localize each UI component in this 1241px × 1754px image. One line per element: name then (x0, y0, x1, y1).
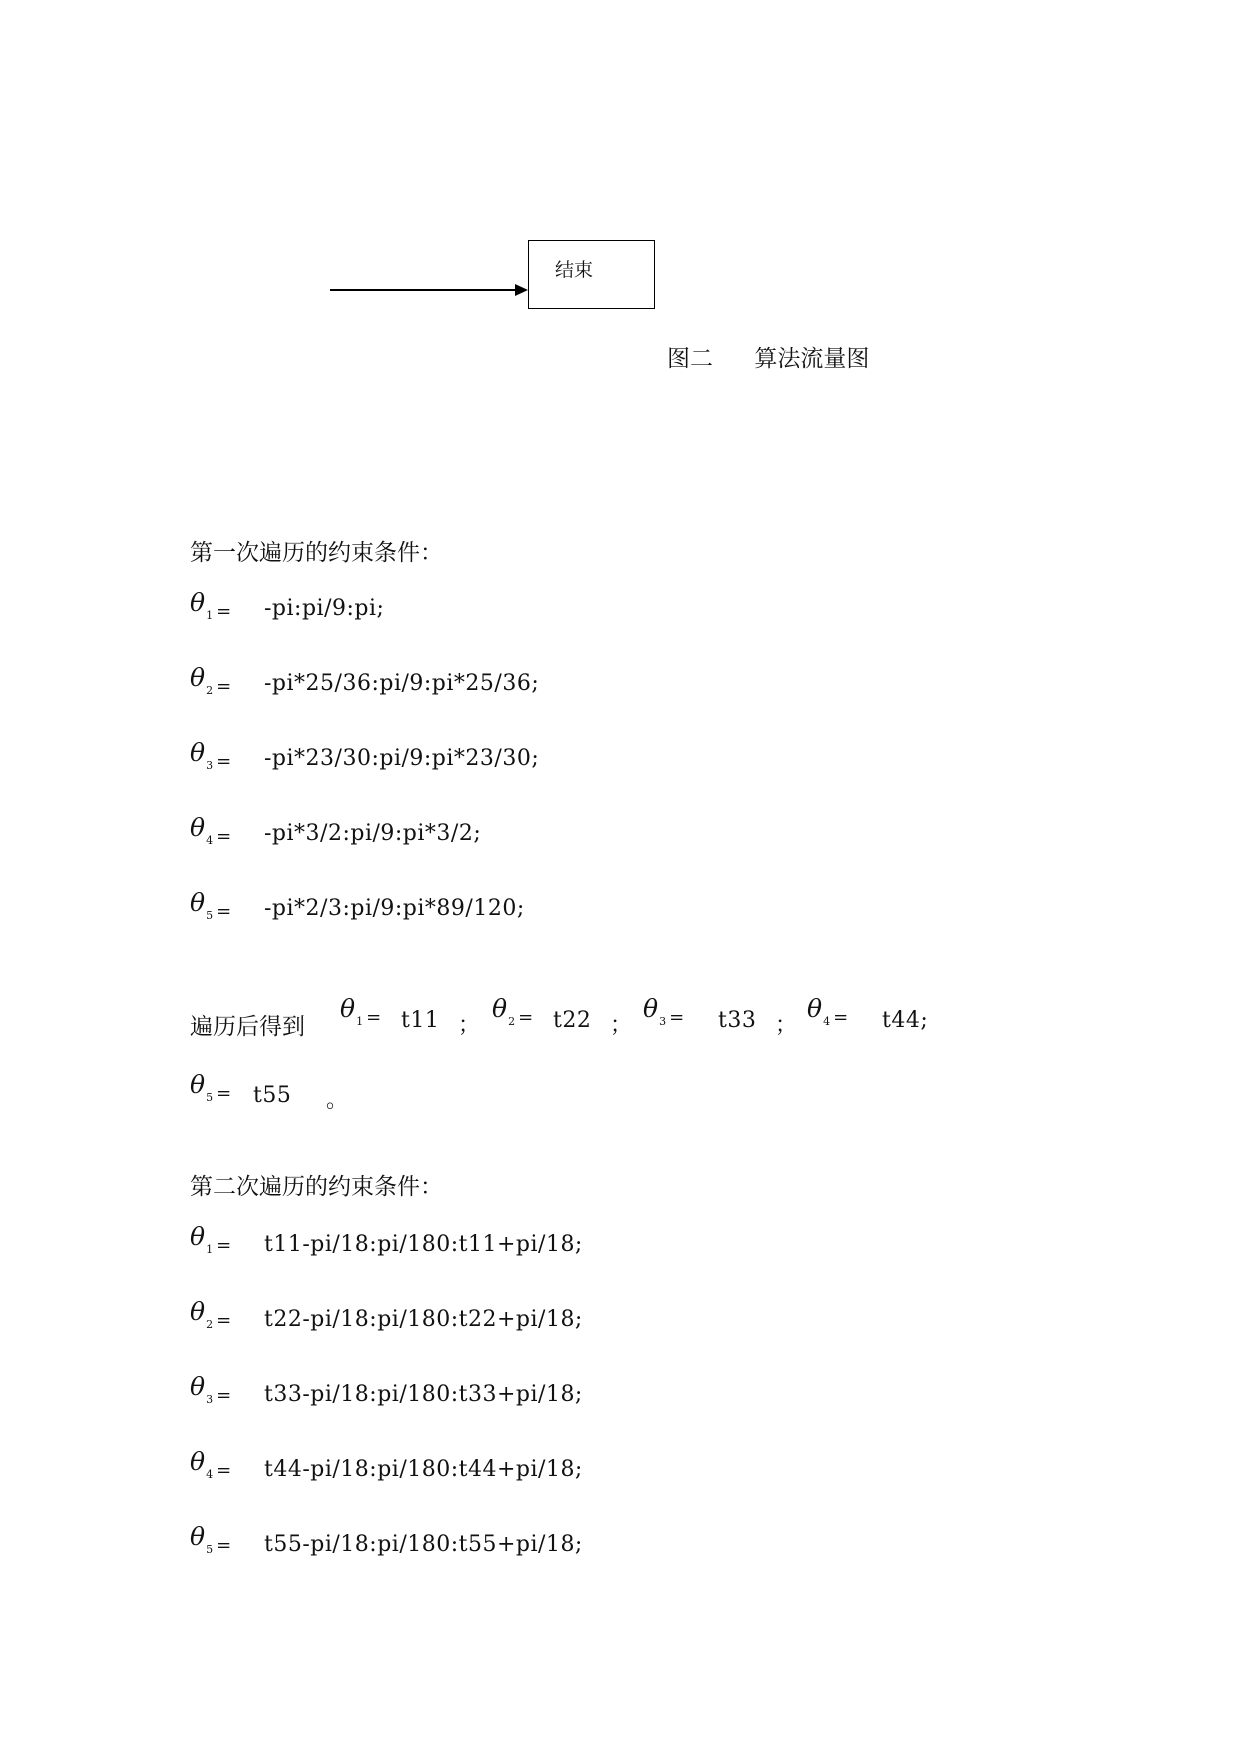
equals-sign: = (366, 1007, 382, 1028)
equals-sign: = (216, 1385, 232, 1406)
theta-symbol: θ (190, 888, 206, 917)
result-theta-5 (190, 1070, 232, 1104)
theta-subscript: 3 (659, 1015, 667, 1028)
figure-caption-number: 图二 (667, 346, 713, 372)
result-value-4: t44; (882, 1008, 929, 1033)
theta-symbol: θ (190, 1070, 206, 1099)
result-theta-3 (643, 994, 685, 1028)
equals-sign: = (216, 676, 232, 697)
theta-subscript: 4 (206, 834, 214, 847)
result-value-3: t33 (718, 1008, 757, 1033)
second-pass-row-5 (190, 1522, 232, 1556)
equals-sign: = (216, 1535, 232, 1556)
second-pass-heading: 第二次遍历的约束条件： (190, 1174, 443, 1200)
result-theta-2 (492, 994, 534, 1028)
flow-end-node-label: 结束 (555, 259, 594, 281)
result-value-5: t55 (253, 1083, 292, 1108)
theta-subscript: 4 (206, 1468, 214, 1481)
equals-sign: = (669, 1007, 685, 1028)
theta-symbol: θ (190, 1297, 206, 1326)
first-pass-expr-5: -pi*2/3:pi/9:pi*89/120; (264, 896, 525, 921)
equals-sign: = (216, 1235, 232, 1256)
figure-caption-title: 算法流量图 (754, 346, 870, 372)
result-sep-5: 。 (326, 1088, 349, 1113)
theta-subscript: 4 (823, 1015, 831, 1028)
result-theta-4 (807, 994, 849, 1028)
first-pass-expr-1: -pi:pi/9:pi; (264, 596, 385, 621)
theta-symbol: θ (807, 994, 823, 1023)
theta-subscript: 3 (206, 759, 214, 772)
result-value-2: t22 (553, 1008, 592, 1033)
first-pass-row-3 (190, 738, 232, 772)
figure-caption (667, 340, 869, 373)
first-pass-row-4 (190, 813, 232, 847)
second-pass-expr-2: t22-pi/18:pi/180:t22+pi/18; (264, 1307, 583, 1332)
first-pass-expr-2: -pi*25/36:pi/9:pi*25/36; (264, 671, 540, 696)
theta-subscript: 1 (206, 609, 214, 622)
first-pass-row-1 (190, 588, 232, 622)
theta-symbol: θ (643, 994, 659, 1023)
equals-sign: = (216, 751, 232, 772)
equals-sign: = (216, 601, 232, 622)
second-pass-row-4 (190, 1447, 232, 1481)
theta-symbol: θ (190, 1222, 206, 1251)
theta-symbol: θ (190, 1447, 206, 1476)
second-pass-expr-5: t55-pi/18:pi/180:t55+pi/18; (264, 1532, 583, 1557)
theta-subscript: 2 (206, 684, 214, 697)
theta-symbol: θ (190, 663, 206, 692)
theta-symbol: θ (190, 738, 206, 767)
result-value-1: t11 (401, 1008, 440, 1033)
equals-sign: = (216, 1310, 232, 1331)
theta-subscript: 1 (356, 1015, 364, 1028)
second-pass-row-2 (190, 1297, 232, 1331)
equals-sign: = (216, 1083, 232, 1104)
equals-sign: = (833, 1007, 849, 1028)
equals-sign: = (216, 826, 232, 847)
theta-symbol: θ (492, 994, 508, 1023)
theta-subscript: 1 (206, 1243, 214, 1256)
result-sep-2: ； (610, 1013, 633, 1038)
equals-sign: = (216, 1460, 232, 1481)
second-pass-expr-3: t33-pi/18:pi/180:t33+pi/18; (264, 1382, 583, 1407)
second-pass-row-1 (190, 1222, 232, 1256)
theta-symbol: θ (340, 994, 356, 1023)
result-lead: 遍历后得到 (190, 1014, 305, 1040)
equals-sign: = (216, 901, 232, 922)
result-sep-3: ； (775, 1013, 798, 1038)
first-pass-expr-4: -pi*3/2:pi/9:pi*3/2; (264, 821, 482, 846)
second-pass-row-3 (190, 1372, 232, 1406)
result-sep-1: ； (458, 1013, 481, 1038)
first-pass-heading: 第一次遍历的约束条件： (190, 540, 443, 566)
first-pass-row-5 (190, 888, 232, 922)
first-pass-expr-3: -pi*23/30:pi/9:pi*23/30; (264, 746, 540, 771)
second-pass-expr-4: t44-pi/18:pi/180:t44+pi/18; (264, 1457, 583, 1482)
flow-arrow (320, 280, 530, 300)
theta-subscript: 2 (508, 1015, 516, 1028)
theta-symbol: θ (190, 1522, 206, 1551)
result-theta-1 (340, 994, 382, 1028)
equals-sign: = (518, 1007, 534, 1028)
flow-end-node (528, 240, 655, 309)
theta-subscript: 5 (206, 1091, 214, 1104)
first-pass-row-2 (190, 663, 232, 697)
theta-subscript: 3 (206, 1393, 214, 1406)
second-pass-expr-1: t11-pi/18:pi/180:t11+pi/18; (264, 1232, 583, 1257)
theta-symbol: θ (190, 588, 206, 617)
theta-subscript: 5 (206, 1543, 214, 1556)
theta-subscript: 5 (206, 909, 214, 922)
theta-symbol: θ (190, 1372, 206, 1401)
theta-subscript: 2 (206, 1318, 214, 1331)
theta-symbol: θ (190, 813, 206, 842)
